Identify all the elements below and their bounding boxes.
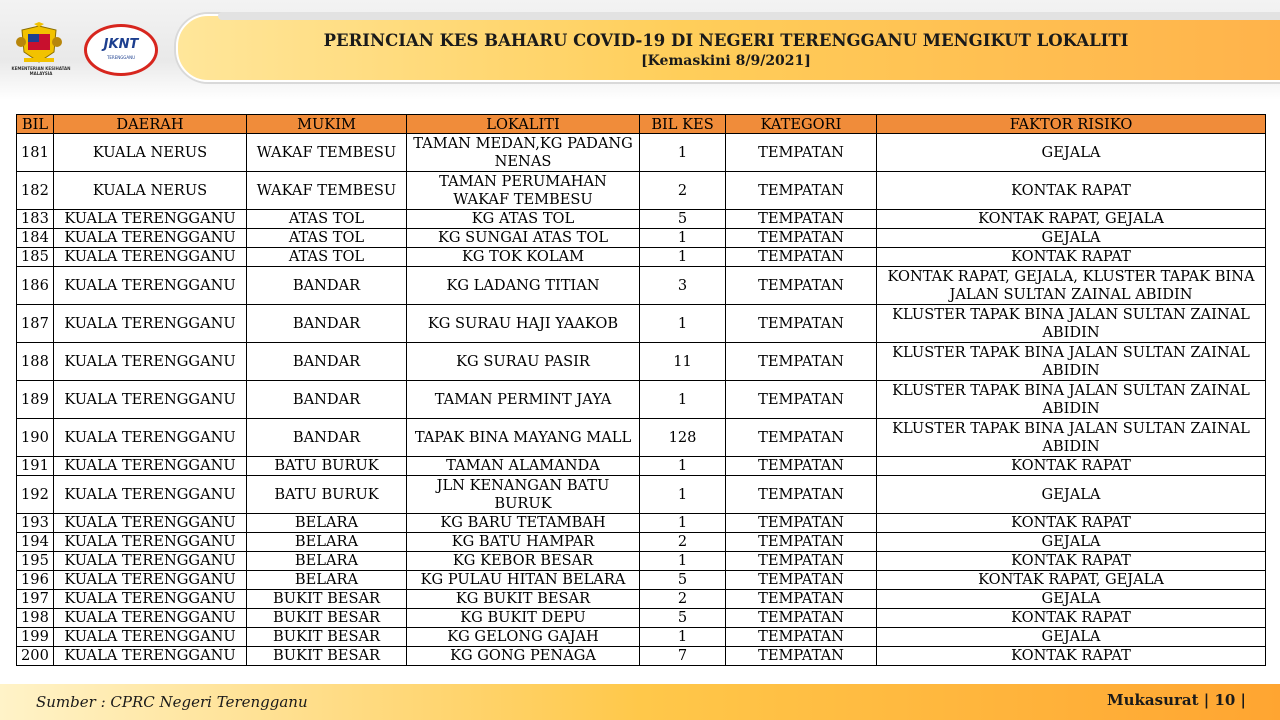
- cell-bil: 189: [17, 381, 54, 419]
- cell-daerah: KUALA TERENGGANU: [54, 609, 247, 628]
- table-row: [17, 229, 1266, 248]
- cell-faktor-risiko: KONTAK RAPAT: [877, 609, 1266, 628]
- jknt-logo-text: JKNT: [103, 37, 139, 52]
- cell-mukim: BUKIT BESAR: [247, 647, 407, 666]
- column-header-daerah: DAERAH: [54, 115, 247, 134]
- cell-lokaliti: TAMAN PERUMAHAN WAKAF TEMBESU: [407, 172, 640, 210]
- cell-bil-kes: 1: [640, 476, 726, 514]
- cell-daerah: KUALA TERENGGANU: [54, 571, 247, 590]
- cell-faktor-risiko: KLUSTER TAPAK BINA JALAN SULTAN ZAINAL ABIDIN: [877, 381, 1266, 419]
- table-row: [17, 628, 1266, 647]
- table-row: [17, 210, 1266, 229]
- cell-daerah: KUALA TERENGGANU: [54, 381, 247, 419]
- column-header-mukim: MUKIM: [247, 115, 407, 134]
- cell-lokaliti: KG GELONG GAJAH: [407, 628, 640, 647]
- cell-lokaliti: TAMAN MEDAN,KG PADANG NENAS: [407, 134, 640, 172]
- cell-bil-kes: 5: [640, 609, 726, 628]
- column-header-lokaliti: LOKALITI: [407, 115, 640, 134]
- cell-daerah: KUALA TERENGGANU: [54, 476, 247, 514]
- cell-faktor-risiko: GEJALA: [877, 533, 1266, 552]
- cell-daerah: KUALA TERENGGANU: [54, 457, 247, 476]
- cell-daerah: KUALA TERENGGANU: [54, 248, 247, 267]
- table-row: [17, 305, 1266, 343]
- cell-faktor-risiko: KONTAK RAPAT: [877, 552, 1266, 571]
- cell-mukim: ATAS TOL: [247, 248, 407, 267]
- cell-bil-kes: 2: [640, 533, 726, 552]
- cell-lokaliti: TAPAK BINA MAYANG MALL: [407, 419, 640, 457]
- cell-bil-kes: 5: [640, 210, 726, 229]
- column-header-faktor-risiko: FAKTOR RISIKO: [877, 115, 1266, 134]
- cell-daerah: KUALA TERENGGANU: [54, 533, 247, 552]
- cell-kategori: TEMPATAN: [726, 267, 877, 305]
- cell-daerah: KUALA TERENGGANU: [54, 552, 247, 571]
- cell-bil-kes: 2: [640, 172, 726, 210]
- cell-bil-kes: 7: [640, 647, 726, 666]
- cell-bil: 198: [17, 609, 54, 628]
- cases-table: [16, 114, 1266, 666]
- cell-faktor-risiko: KONTAK RAPAT, GEJALA: [877, 571, 1266, 590]
- cell-kategori: TEMPATAN: [726, 571, 877, 590]
- ministry-caption-line1: KEMENTERIAN KESIHATAN: [11, 66, 71, 71]
- table-row: [17, 647, 1266, 666]
- cell-bil: 193: [17, 514, 54, 533]
- cell-mukim: WAKAF TEMBESU: [247, 134, 407, 172]
- cell-bil: 185: [17, 248, 54, 267]
- cell-kategori: TEMPATAN: [726, 305, 877, 343]
- cell-daerah: KUALA TERENGGANU: [54, 628, 247, 647]
- cell-lokaliti: KG KEBOR BESAR: [407, 552, 640, 571]
- cell-kategori: TEMPATAN: [726, 172, 877, 210]
- cell-mukim: BANDAR: [247, 305, 407, 343]
- cell-kategori: TEMPATAN: [726, 343, 877, 381]
- cell-mukim: ATAS TOL: [247, 210, 407, 229]
- cell-lokaliti: KG LADANG TITIAN: [407, 267, 640, 305]
- cell-kategori: TEMPATAN: [726, 457, 877, 476]
- cell-mukim: BANDAR: [247, 381, 407, 419]
- cell-lokaliti: JLN KENANGAN BATU BURUK: [407, 476, 640, 514]
- cell-mukim: BELARA: [247, 552, 407, 571]
- cell-bil-kes: 1: [640, 248, 726, 267]
- cell-daerah: KUALA TERENGGANU: [54, 267, 247, 305]
- cell-bil-kes: 1: [640, 229, 726, 248]
- footer-page-number: Mukasurat | 10 |: [1107, 691, 1246, 709]
- cell-lokaliti: KG SUNGAI ATAS TOL: [407, 229, 640, 248]
- cell-lokaliti: TAMAN PERMINT JAYA: [407, 381, 640, 419]
- cell-bil-kes: 128: [640, 419, 726, 457]
- cell-faktor-risiko: KLUSTER TAPAK BINA JALAN SULTAN ZAINAL ABIDIN: [877, 343, 1266, 381]
- cell-bil: 191: [17, 457, 54, 476]
- cell-lokaliti: KG GONG PENAGA: [407, 647, 640, 666]
- cell-bil-kes: 11: [640, 343, 726, 381]
- cell-bil: 192: [17, 476, 54, 514]
- cell-kategori: TEMPATAN: [726, 514, 877, 533]
- cell-lokaliti: KG ATAS TOL: [407, 210, 640, 229]
- cell-kategori: TEMPATAN: [726, 210, 877, 229]
- table-row: [17, 267, 1266, 305]
- ministry-caption: [10, 66, 72, 76]
- column-header-bil: BIL: [17, 115, 54, 134]
- cell-bil: 182: [17, 172, 54, 210]
- cell-daerah: KUALA NERUS: [54, 134, 247, 172]
- table-row: [17, 590, 1266, 609]
- cell-daerah: KUALA TERENGGANU: [54, 590, 247, 609]
- ministry-caption-line2: MALAYSIA: [29, 71, 53, 76]
- cell-kategori: TEMPATAN: [726, 552, 877, 571]
- cell-bil: 188: [17, 343, 54, 381]
- table-row: [17, 571, 1266, 590]
- table-header-row: [17, 115, 1266, 134]
- table-row: [17, 476, 1266, 514]
- cell-lokaliti: KG BUKIT DEPU: [407, 609, 640, 628]
- cell-daerah: KUALA TERENGGANU: [54, 305, 247, 343]
- column-header-bil-kes: BIL KES: [640, 115, 726, 134]
- cell-faktor-risiko: GEJALA: [877, 134, 1266, 172]
- table-row: [17, 343, 1266, 381]
- cell-mukim: BANDAR: [247, 419, 407, 457]
- cell-kategori: TEMPATAN: [726, 533, 877, 552]
- cell-mukim: BUKIT BESAR: [247, 628, 407, 647]
- cell-mukim: BATU BURUK: [247, 457, 407, 476]
- jknt-logo: [84, 24, 158, 76]
- cell-daerah: KUALA NERUS: [54, 172, 247, 210]
- cell-bil: 200: [17, 647, 54, 666]
- cell-mukim: BATU BURUK: [247, 476, 407, 514]
- cell-mukim: BELARA: [247, 514, 407, 533]
- logo-area: [10, 22, 170, 84]
- cell-bil-kes: 1: [640, 381, 726, 419]
- cell-faktor-risiko: KONTAK RAPAT, GEJALA: [877, 210, 1266, 229]
- table-row: [17, 514, 1266, 533]
- footer-source: Sumber : CPRC Negeri Terengganu: [36, 693, 308, 711]
- cell-bil-kes: 1: [640, 134, 726, 172]
- cell-lokaliti: KG BUKIT BESAR: [407, 590, 640, 609]
- cell-faktor-risiko: KONTAK RAPAT: [877, 647, 1266, 666]
- cell-mukim: WAKAF TEMBESU: [247, 172, 407, 210]
- cell-bil-kes: 1: [640, 552, 726, 571]
- cell-kategori: TEMPATAN: [726, 229, 877, 248]
- cell-bil: 199: [17, 628, 54, 647]
- cell-kategori: TEMPATAN: [726, 419, 877, 457]
- cell-bil: 181: [17, 134, 54, 172]
- table-row: [17, 533, 1266, 552]
- cell-faktor-risiko: GEJALA: [877, 628, 1266, 647]
- table-row: [17, 248, 1266, 267]
- cell-lokaliti: KG SURAU PASIR: [407, 343, 640, 381]
- cell-mukim: BANDAR: [247, 267, 407, 305]
- cell-kategori: TEMPATAN: [726, 248, 877, 267]
- cell-mukim: BELARA: [247, 571, 407, 590]
- cell-kategori: TEMPATAN: [726, 134, 877, 172]
- cell-lokaliti: KG BATU HAMPAR: [407, 533, 640, 552]
- cell-lokaliti: KG BARU TETAMBAH: [407, 514, 640, 533]
- page-subtitle: [Kemaskini 8/9/2021]: [641, 53, 811, 69]
- table-row: [17, 609, 1266, 628]
- cell-mukim: BUKIT BESAR: [247, 590, 407, 609]
- table-row: [17, 381, 1266, 419]
- cell-bil-kes: 1: [640, 514, 726, 533]
- table-row: [17, 419, 1266, 457]
- cell-kategori: TEMPATAN: [726, 590, 877, 609]
- cell-bil: 186: [17, 267, 54, 305]
- cell-faktor-risiko: GEJALA: [877, 229, 1266, 248]
- cell-mukim: BELARA: [247, 533, 407, 552]
- cell-bil-kes: 1: [640, 457, 726, 476]
- cell-lokaliti: TAMAN ALAMANDA: [407, 457, 640, 476]
- cell-bil-kes: 3: [640, 267, 726, 305]
- cell-bil-kes: 1: [640, 305, 726, 343]
- cell-bil: 195: [17, 552, 54, 571]
- cell-bil: 194: [17, 533, 54, 552]
- table-row: [17, 552, 1266, 571]
- table-row: [17, 457, 1266, 476]
- cell-bil: 190: [17, 419, 54, 457]
- cell-bil-kes: 1: [640, 628, 726, 647]
- cell-kategori: TEMPATAN: [726, 609, 877, 628]
- title-banner-stripe: [218, 12, 1280, 20]
- cell-daerah: KUALA TERENGGANU: [54, 419, 247, 457]
- cell-faktor-risiko: KONTAK RAPAT, GEJALA, KLUSTER TAPAK BINA JALAN SULTAN ZAINAL ABIDIN: [877, 267, 1266, 305]
- cell-daerah: KUALA TERENGGANU: [54, 343, 247, 381]
- cell-faktor-risiko: GEJALA: [877, 590, 1266, 609]
- cell-faktor-risiko: KLUSTER TAPAK BINA JALAN SULTAN ZAINAL ABIDIN: [877, 305, 1266, 343]
- cell-mukim: ATAS TOL: [247, 229, 407, 248]
- page-title: PERINCIAN KES BAHARU COVID-19 DI NEGERI TERENGGANU MENGIKUT LOKALITI: [323, 31, 1129, 50]
- cell-faktor-risiko: KONTAK RAPAT: [877, 248, 1266, 267]
- cell-lokaliti: KG SURAU HAJI YAAKOB: [407, 305, 640, 343]
- jknt-logo-subtext: TERENGGANU: [106, 55, 136, 60]
- cell-mukim: BANDAR: [247, 343, 407, 381]
- cell-faktor-risiko: GEJALA: [877, 476, 1266, 514]
- cell-mukim: BUKIT BESAR: [247, 609, 407, 628]
- cell-bil: 187: [17, 305, 54, 343]
- malaysia-crest-logo: [16, 22, 62, 66]
- table-row: [17, 172, 1266, 210]
- cell-faktor-risiko: KONTAK RAPAT: [877, 172, 1266, 210]
- cell-kategori: TEMPATAN: [726, 647, 877, 666]
- cell-faktor-risiko: KONTAK RAPAT: [877, 457, 1266, 476]
- cell-lokaliti: KG TOK KOLAM: [407, 248, 640, 267]
- cell-bil-kes: 5: [640, 571, 726, 590]
- cell-faktor-risiko: KLUSTER TAPAK BINA JALAN SULTAN ZAINAL ABIDIN: [877, 419, 1266, 457]
- cell-daerah: KUALA TERENGGANU: [54, 647, 247, 666]
- cell-daerah: KUALA TERENGGANU: [54, 210, 247, 229]
- cell-bil: 196: [17, 571, 54, 590]
- cell-bil-kes: 2: [640, 590, 726, 609]
- cell-bil: 197: [17, 590, 54, 609]
- cell-daerah: KUALA TERENGGANU: [54, 229, 247, 248]
- table-body: [17, 134, 1266, 666]
- cell-daerah: KUALA TERENGGANU: [54, 514, 247, 533]
- cell-kategori: TEMPATAN: [726, 476, 877, 514]
- column-header-kategori: KATEGORI: [726, 115, 877, 134]
- cell-bil: 183: [17, 210, 54, 229]
- cell-bil: 184: [17, 229, 54, 248]
- cell-kategori: TEMPATAN: [726, 628, 877, 647]
- cell-kategori: TEMPATAN: [726, 381, 877, 419]
- cell-lokaliti: KG PULAU HITAN BELARA: [407, 571, 640, 590]
- table-row: [17, 134, 1266, 172]
- cell-faktor-risiko: KONTAK RAPAT: [877, 514, 1266, 533]
